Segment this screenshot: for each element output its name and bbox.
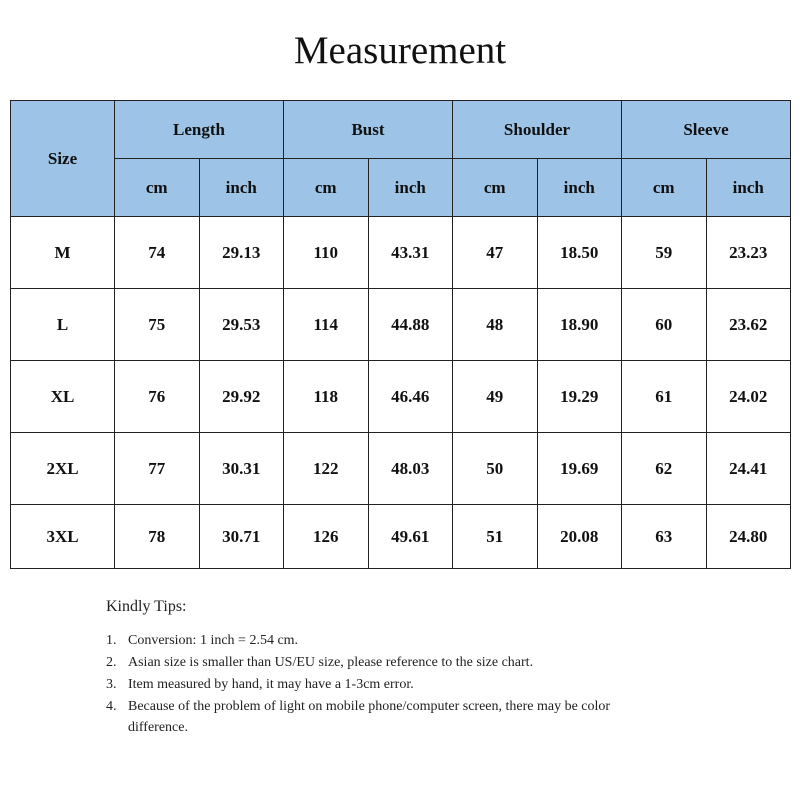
value-cell: 29.92 [199, 361, 284, 433]
table-row [11, 217, 791, 289]
group-header-bust: Bust [284, 101, 453, 159]
value-cell: 30.31 [199, 433, 284, 505]
value-cell: 29.53 [199, 289, 284, 361]
value-cell: 20.08 [537, 505, 622, 569]
tip-number: 3. [106, 677, 117, 692]
table-body [11, 217, 791, 569]
value-cell: 18.50 [537, 217, 622, 289]
tips-heading: Kindly Tips: [106, 598, 187, 615]
group-header-sleeve: Sleeve [622, 101, 791, 159]
value-cell: 126 [284, 505, 369, 569]
size-chart-table [10, 100, 791, 569]
unit-header: cm [115, 159, 200, 217]
value-cell: 118 [284, 361, 369, 433]
unit-header: cm [622, 159, 707, 217]
table-row [11, 361, 791, 433]
table-row [11, 433, 791, 505]
value-cell: 77 [115, 433, 200, 505]
value-cell: 62 [622, 433, 707, 505]
tip-text: Conversion: 1 inch = 2.54 cm. [128, 633, 299, 648]
value-cell: 30.71 [199, 505, 284, 569]
value-cell: 49.61 [368, 505, 453, 569]
tip-item [106, 630, 666, 651]
value-cell: 49 [453, 361, 538, 433]
value-cell: 122 [284, 433, 369, 505]
tip-number: 1. [106, 633, 117, 648]
value-cell: 75 [115, 289, 200, 361]
kindly-tips [106, 598, 666, 739]
value-cell: 59 [622, 217, 707, 289]
value-cell: 46.46 [368, 361, 453, 433]
unit-header: inch [199, 159, 284, 217]
value-cell: 44.88 [368, 289, 453, 361]
value-cell: 61 [622, 361, 707, 433]
value-cell: 18.90 [537, 289, 622, 361]
value-cell: 60 [622, 289, 707, 361]
size-cell: L [11, 289, 115, 361]
value-cell: 114 [284, 289, 369, 361]
value-cell: 110 [284, 217, 369, 289]
table-row [11, 289, 791, 361]
value-cell: 63 [622, 505, 707, 569]
value-cell: 48 [453, 289, 538, 361]
value-cell: 24.80 [706, 505, 791, 569]
value-cell: 43.31 [368, 217, 453, 289]
value-cell: 24.41 [706, 433, 791, 505]
table-row [11, 505, 791, 569]
unit-header: inch [706, 159, 791, 217]
value-cell: 74 [115, 217, 200, 289]
value-cell: 50 [453, 433, 538, 505]
value-cell: 29.13 [199, 217, 284, 289]
size-cell: 3XL [11, 505, 115, 569]
value-cell: 23.62 [706, 289, 791, 361]
table-header [11, 101, 791, 217]
tip-text: Asian size is smaller than US/EU size, please reference to the size chart. [128, 655, 534, 670]
unit-header: cm [453, 159, 538, 217]
tip-number: 2. [106, 655, 117, 670]
size-cell: M [11, 217, 115, 289]
value-cell: 23.23 [706, 217, 791, 289]
unit-header: cm [284, 159, 369, 217]
value-cell: 24.02 [706, 361, 791, 433]
value-cell: 19.69 [537, 433, 622, 505]
size-cell: XL [11, 361, 115, 433]
group-header-shoulder: Shoulder [453, 101, 622, 159]
tips-list [106, 630, 666, 738]
group-header-length: Length [115, 101, 284, 159]
tip-text: Item measured by hand, it may have a 1-3cm error. [128, 677, 414, 692]
tip-item [106, 696, 666, 738]
size-cell: 2XL [11, 433, 115, 505]
value-cell: 76 [115, 361, 200, 433]
size-column-header: Size [11, 101, 115, 217]
unit-header: inch [368, 159, 453, 217]
unit-header: inch [537, 159, 622, 217]
tip-number: 4. [106, 699, 117, 714]
tip-text: Because of the problem of light on mobile phone/computer screen, there may be color difference. [128, 699, 611, 735]
tip-item [106, 674, 666, 695]
value-cell: 51 [453, 505, 538, 569]
value-cell: 48.03 [368, 433, 453, 505]
page-title: Measurement [293, 29, 507, 72]
value-cell: 78 [115, 505, 200, 569]
tip-item [106, 652, 666, 673]
value-cell: 19.29 [537, 361, 622, 433]
value-cell: 47 [453, 217, 538, 289]
